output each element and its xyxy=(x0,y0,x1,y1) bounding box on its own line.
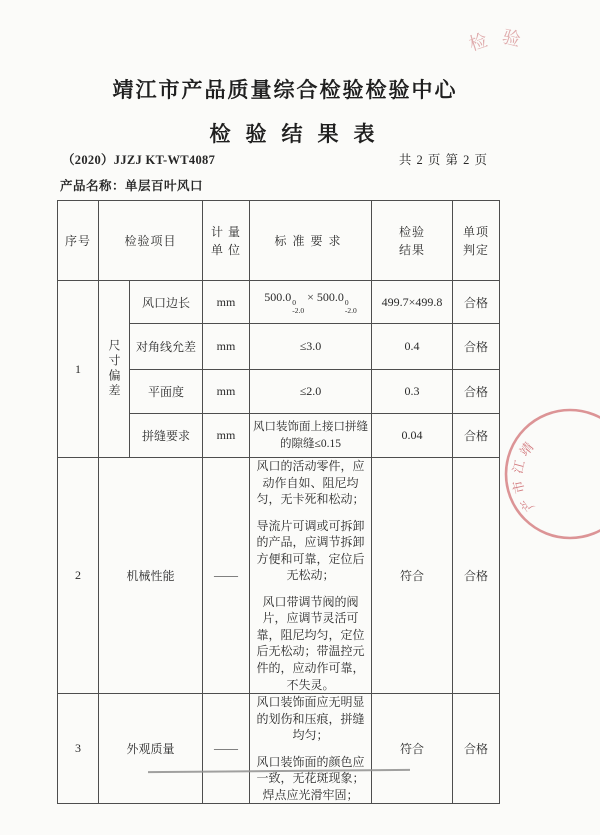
col-header-unit-line1: 计 量 xyxy=(210,224,241,239)
seal-char: 产 xyxy=(517,494,538,515)
group-label: 尺寸偏差 xyxy=(107,339,121,399)
item-name: 平面度 xyxy=(130,370,203,414)
report-title: 检验结果表 xyxy=(209,122,390,146)
standard-cell xyxy=(250,458,372,694)
result-cell: 0.4 xyxy=(372,324,453,370)
seal-char: 靖 xyxy=(516,439,537,459)
col-header-judge-line1: 单项 xyxy=(462,224,489,239)
table-row xyxy=(58,694,500,804)
col-header-result-line2: 结果 xyxy=(398,242,425,257)
judge-cell: 合格 xyxy=(453,414,500,458)
unit-cell: mm xyxy=(203,370,250,414)
standard-paragraph: 导流片可调或可拆卸的产品，应调节拆卸方便和可靠，定位后无松动； xyxy=(256,518,365,583)
col-header-unit xyxy=(203,201,250,281)
seal-char: 江 xyxy=(509,458,528,476)
group-dimension-deviation xyxy=(99,281,130,458)
table-row xyxy=(58,281,500,324)
item-name: 对角线允差 xyxy=(130,324,203,370)
unit-cell: mm xyxy=(203,414,250,458)
seq-2: 2 xyxy=(58,458,99,694)
table-header-row xyxy=(58,201,500,281)
col-header-judge-line2: 判定 xyxy=(462,242,489,257)
spec-times: × xyxy=(307,289,314,304)
official-seal-fragment-icon xyxy=(480,402,600,552)
standard-paragraph: 风口装饰面应无明显的划伤和压痕，拼缝均匀； xyxy=(256,695,365,743)
seal-char: 市 xyxy=(509,478,528,496)
col-header-item: 检验项目 xyxy=(99,201,203,281)
spec-sub: -2.0 xyxy=(344,305,357,315)
standard-paragraph: 焊点应光滑牢固； xyxy=(262,787,359,802)
corner-stamp-fragment-icon xyxy=(466,16,532,68)
inspection-result-table xyxy=(57,200,500,804)
judge-cell: 合格 xyxy=(453,324,500,370)
table-row xyxy=(58,458,500,694)
col-header-judge xyxy=(453,201,500,281)
spec-sup: 0 xyxy=(292,297,296,307)
judge-cell: 合格 xyxy=(453,694,500,804)
spec-value: 500.0 xyxy=(316,289,344,304)
standard-cell xyxy=(250,694,372,804)
seq-1: 1 xyxy=(58,281,99,458)
col-header-result-line1: 检验 xyxy=(398,224,425,239)
item-name: 风口边长 xyxy=(130,281,203,324)
org-title: 靖江市产品质量综合检验检验中心 xyxy=(112,78,458,102)
item-name: 外观质量 xyxy=(99,694,203,804)
item-name: 机械性能 xyxy=(99,458,203,694)
standard-cell: ≤3.0 xyxy=(250,324,372,370)
stamp-char: 检 xyxy=(466,30,490,55)
standard-cell: ≤2.0 xyxy=(250,370,372,414)
col-header-result xyxy=(372,201,453,281)
result-cell: 499.7×499.8 xyxy=(372,281,453,324)
result-cell: 0.3 xyxy=(372,370,453,414)
spec-sup: 0 xyxy=(344,297,349,307)
spec-sub: -2.0 xyxy=(292,305,305,315)
standard-paragraph: 风口装饰面的颜色应一致，无花斑现象； xyxy=(256,754,365,786)
product-name: 产品名称：单层百叶风口 xyxy=(60,179,204,193)
unit-cell: mm xyxy=(203,281,250,324)
judge-cell: 合格 xyxy=(453,370,500,414)
doc-number: （2020）JJZJ KT-WT4087 xyxy=(62,153,216,167)
result-cell: 符合 xyxy=(372,694,453,804)
standard-cell: 风口装饰面上接口拼缝的隙缝≤0.15 xyxy=(250,414,372,458)
result-cell: 0.04 xyxy=(372,414,453,458)
unit-cell: —— xyxy=(203,458,250,694)
unit-cell: mm xyxy=(203,324,250,370)
col-header-standard: 标准要求 xyxy=(250,201,372,281)
result-cell: 符合 xyxy=(372,458,453,694)
standard-cell xyxy=(250,281,372,324)
col-header-unit-line2: 单 位 xyxy=(210,242,241,257)
judge-cell: 合格 xyxy=(453,458,500,694)
spec-value: 500.0 xyxy=(264,289,292,304)
seq-3: 3 xyxy=(58,694,99,804)
unit-cell: —— xyxy=(203,694,250,804)
stamp-char: 验 xyxy=(500,26,523,51)
meta-row xyxy=(0,150,600,168)
item-name: 拼缝要求 xyxy=(130,414,203,458)
standard-paragraph: 风口的活动零件，应动作自如、阻尼均匀，无卡死和松动； xyxy=(256,459,365,507)
standard-paragraph: 风口带调节阀的阀片，应调节灵活可靠，阻尼均匀，定位后无松动；带温控元件的，应动作可靠，不失灵。 xyxy=(256,594,365,692)
page-info: 共 2 页 第 2 页 xyxy=(398,153,488,167)
judge-cell: 合格 xyxy=(453,281,500,324)
col-header-seq: 序号 xyxy=(58,201,99,281)
